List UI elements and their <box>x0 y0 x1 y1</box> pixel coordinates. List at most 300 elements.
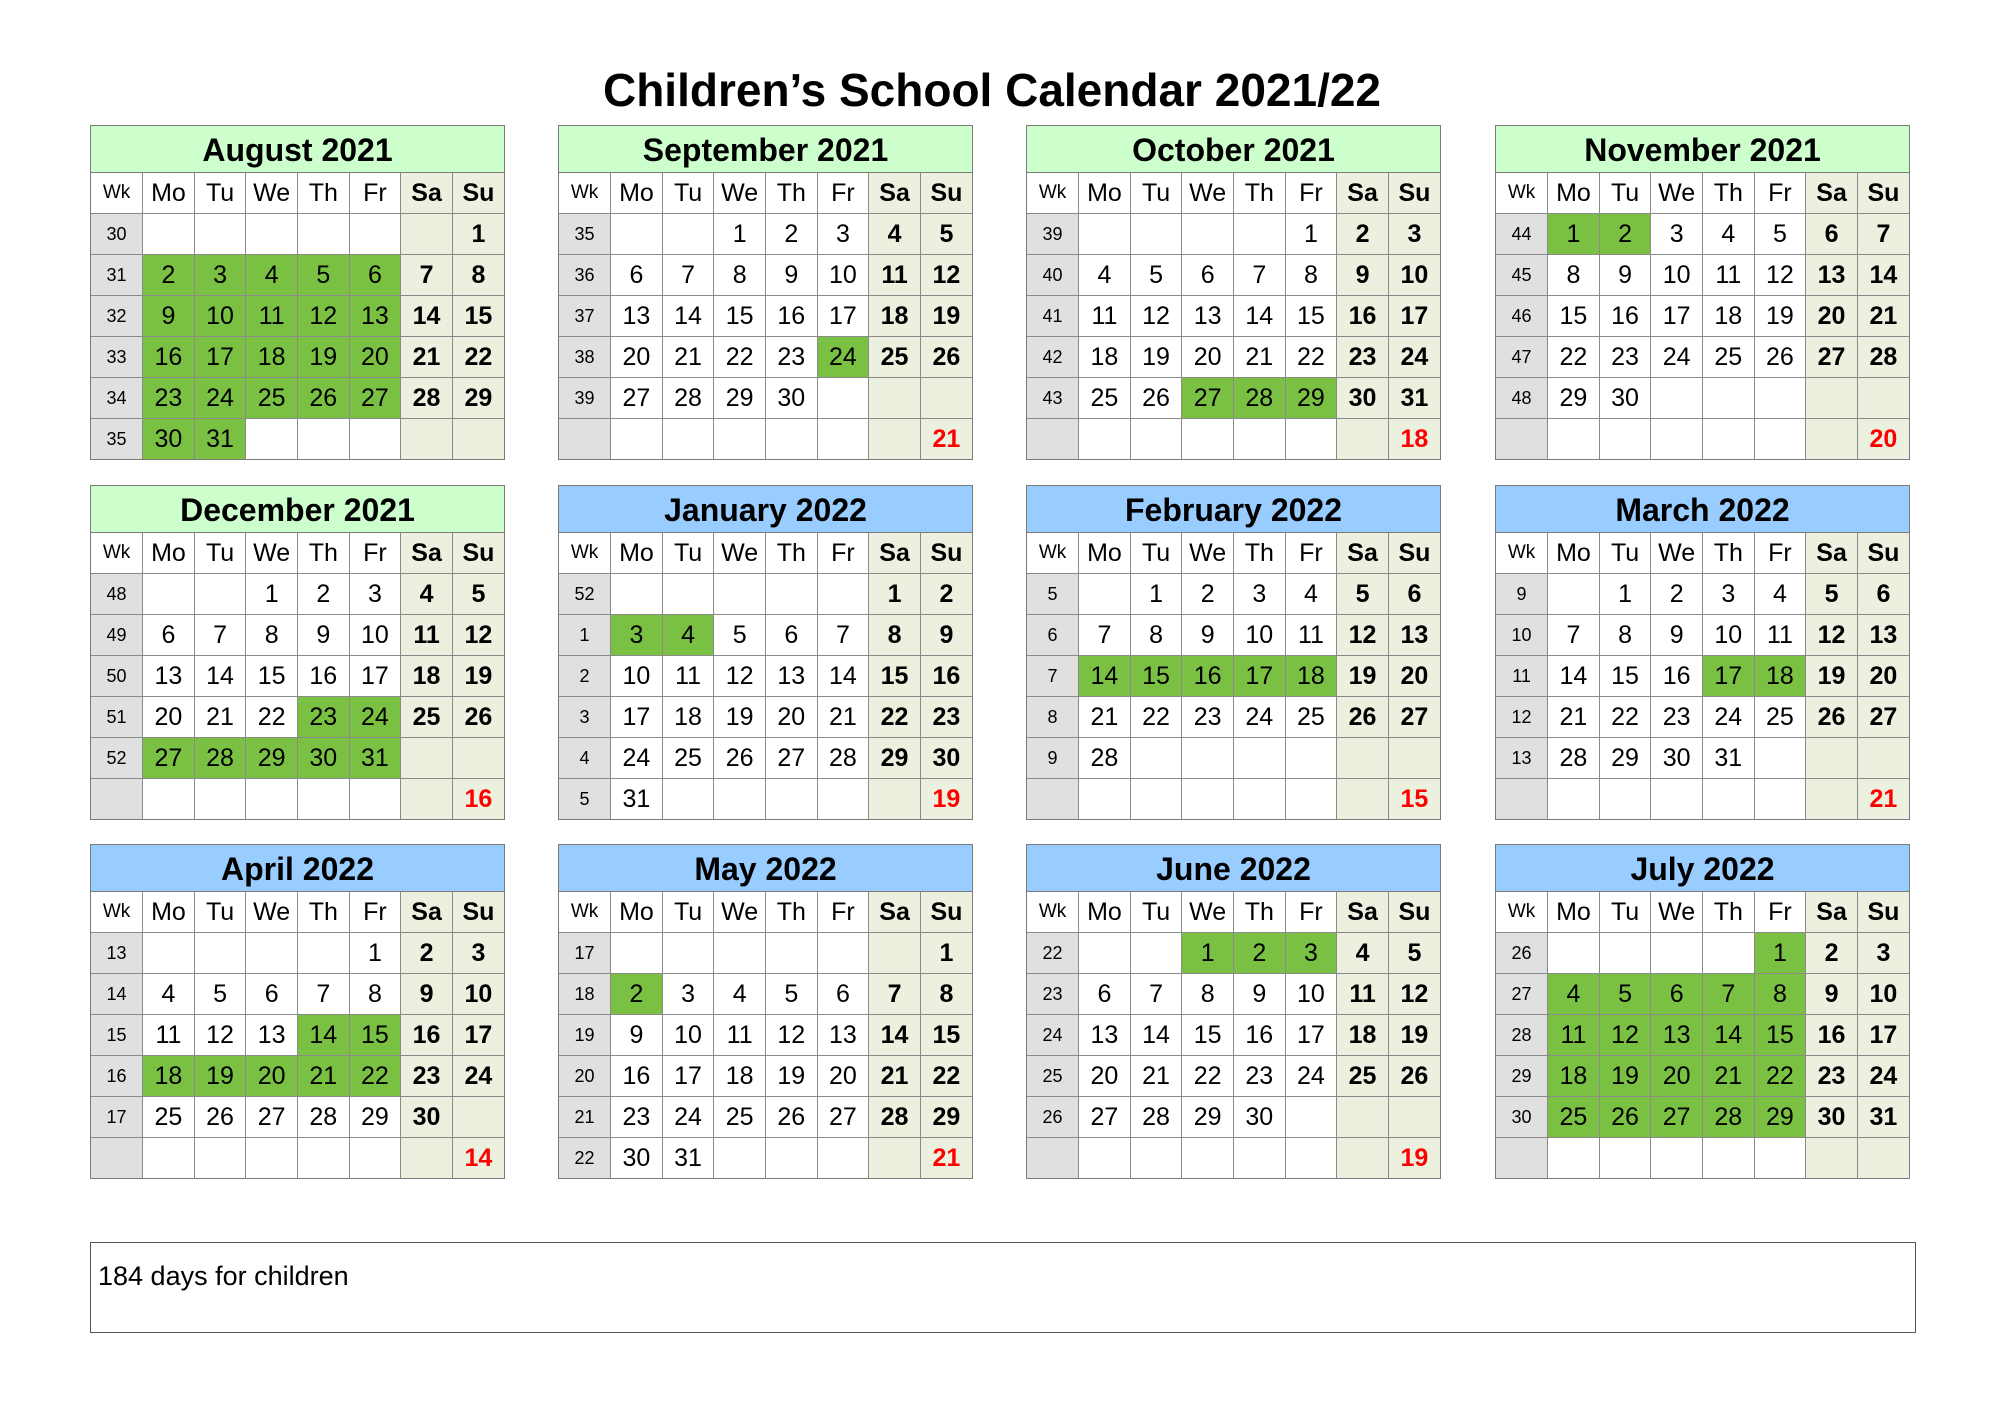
day-cell: 21 <box>1548 697 1600 738</box>
day-cell: 12 <box>452 615 504 656</box>
day-cell: 14 <box>1703 1015 1755 1056</box>
week-number: 5 <box>559 779 611 820</box>
day-cell: 5 <box>1599 974 1651 1015</box>
day-cell: 11 <box>662 656 714 697</box>
week-number: 50 <box>91 656 143 697</box>
school-day-count: 19 <box>1388 1138 1440 1179</box>
day-cell: 20 <box>1806 296 1858 337</box>
day-cell: 30 <box>1234 1097 1286 1138</box>
empty-cell <box>1857 378 1909 419</box>
empty-cell <box>869 419 921 460</box>
day-cell: 29 <box>349 1097 401 1138</box>
day-header: Mo <box>143 892 195 933</box>
day-header: We <box>1182 892 1234 933</box>
day-cell: 11 <box>246 296 298 337</box>
week-number: 23 <box>1027 974 1079 1015</box>
day-header: Su <box>452 892 504 933</box>
day-cell: 28 <box>1548 738 1600 779</box>
day-cell: 6 <box>1651 974 1703 1015</box>
week-number: 24 <box>1027 1015 1079 1056</box>
day-cell: 17 <box>349 656 401 697</box>
day-header: Th <box>1234 533 1286 574</box>
empty-cell <box>1182 1138 1234 1179</box>
month-table <box>1027 533 1440 819</box>
day-cell: 16 <box>920 656 972 697</box>
empty-cell <box>1130 933 1182 974</box>
month-table <box>1496 892 1909 1178</box>
day-cell: 7 <box>869 974 921 1015</box>
week-row <box>1027 779 1440 820</box>
empty-cell <box>1285 738 1337 779</box>
day-cell: 8 <box>246 615 298 656</box>
day-header: Fr <box>817 533 869 574</box>
month-calendar <box>90 125 505 460</box>
day-cell: 13 <box>1079 1015 1131 1056</box>
day-cell: 16 <box>1234 1015 1286 1056</box>
month-table <box>91 173 504 459</box>
month-title: November 2021 <box>1496 126 1909 173</box>
day-header: Su <box>1857 173 1909 214</box>
empty-cell <box>143 933 195 974</box>
day-header: Mo <box>1079 173 1131 214</box>
day-cell: 24 <box>1857 1056 1909 1097</box>
day-cell: 24 <box>1285 1056 1337 1097</box>
week-number: 5 <box>1027 574 1079 615</box>
day-cell: 8 <box>452 255 504 296</box>
day-header: Mo <box>611 173 663 214</box>
week-number: 29 <box>1496 1056 1548 1097</box>
school-day-count: 21 <box>920 419 972 460</box>
day-cell: 27 <box>1182 378 1234 419</box>
week-row <box>1027 738 1440 779</box>
day-cell: 23 <box>1234 1056 1286 1097</box>
month-title: October 2021 <box>1027 126 1440 173</box>
day-cell: 29 <box>869 738 921 779</box>
empty-cell <box>766 933 818 974</box>
day-header: Fr <box>1285 173 1337 214</box>
day-cell: 9 <box>1806 974 1858 1015</box>
day-cell: 4 <box>1703 214 1755 255</box>
week-number: 39 <box>1027 214 1079 255</box>
day-cell: 24 <box>1234 697 1286 738</box>
day-cell: 1 <box>920 933 972 974</box>
day-cell: 30 <box>298 738 350 779</box>
day-cell: 19 <box>1806 656 1858 697</box>
day-cell: 6 <box>143 615 195 656</box>
day-header: Su <box>1388 892 1440 933</box>
day-cell: 27 <box>1857 697 1909 738</box>
week-row <box>91 738 504 779</box>
day-cell: 8 <box>349 974 401 1015</box>
day-cell: 16 <box>1651 656 1703 697</box>
month-title: June 2022 <box>1027 845 1440 892</box>
day-cell: 6 <box>1079 974 1131 1015</box>
empty-cell <box>1079 1138 1131 1179</box>
week-row <box>91 337 504 378</box>
week-number: 1 <box>559 615 611 656</box>
day-cell: 28 <box>194 738 246 779</box>
empty-cell <box>1703 378 1755 419</box>
day-cell: 17 <box>452 1015 504 1056</box>
day-cell: 29 <box>1548 378 1600 419</box>
empty-cell <box>1703 419 1755 460</box>
week-row <box>559 419 972 460</box>
day-cell: 16 <box>611 1056 663 1097</box>
week-row <box>1496 296 1909 337</box>
day-cell: 19 <box>298 337 350 378</box>
empty-cell <box>766 574 818 615</box>
day-cell: 2 <box>1337 214 1389 255</box>
day-header: Tu <box>194 533 246 574</box>
empty-cell <box>714 779 766 820</box>
week-number: 49 <box>91 615 143 656</box>
day-cell: 18 <box>143 1056 195 1097</box>
day-cell: 14 <box>1857 255 1909 296</box>
day-header: Sa <box>1806 173 1858 214</box>
day-cell: 25 <box>714 1097 766 1138</box>
week-row <box>1496 255 1909 296</box>
day-header-row <box>1496 533 1909 574</box>
month-calendar <box>1026 485 1441 820</box>
empty-cell <box>194 574 246 615</box>
day-cell: 5 <box>1337 574 1389 615</box>
week-row <box>559 378 972 419</box>
day-header: We <box>246 173 298 214</box>
day-header: Fr <box>817 892 869 933</box>
day-cell: 10 <box>1234 615 1286 656</box>
week-row <box>1027 296 1440 337</box>
day-cell: 14 <box>298 1015 350 1056</box>
day-header: Sa <box>1337 892 1389 933</box>
week-number: 30 <box>91 214 143 255</box>
day-cell: 15 <box>1754 1015 1806 1056</box>
day-cell: 18 <box>401 656 453 697</box>
day-header-row <box>559 533 972 574</box>
day-cell: 30 <box>1599 378 1651 419</box>
day-cell: 27 <box>1079 1097 1131 1138</box>
day-cell: 8 <box>1285 255 1337 296</box>
day-cell: 10 <box>1651 255 1703 296</box>
day-cell: 7 <box>1130 974 1182 1015</box>
week-row <box>1027 1015 1440 1056</box>
day-cell: 25 <box>662 738 714 779</box>
day-cell: 2 <box>401 933 453 974</box>
day-header: We <box>246 533 298 574</box>
footer-note-box <box>90 1242 1916 1333</box>
day-cell: 30 <box>1651 738 1703 779</box>
week-number: 17 <box>91 1097 143 1138</box>
week-number: 39 <box>559 378 611 419</box>
day-cell: 26 <box>452 697 504 738</box>
day-cell: 3 <box>1703 574 1755 615</box>
day-header-row <box>91 173 504 214</box>
week-row <box>91 419 504 460</box>
week-row <box>91 615 504 656</box>
week-number: 44 <box>1496 214 1548 255</box>
day-cell: 3 <box>452 933 504 974</box>
school-day-count: 14 <box>452 1138 504 1179</box>
empty-cell <box>298 779 350 820</box>
day-cell: 18 <box>1548 1056 1600 1097</box>
day-header: Tu <box>1599 173 1651 214</box>
empty-cell <box>1754 738 1806 779</box>
day-cell: 8 <box>714 255 766 296</box>
month-table <box>1496 533 1909 819</box>
day-header: Tu <box>662 892 714 933</box>
week-row <box>1496 1138 1909 1179</box>
school-day-count: 15 <box>1388 779 1440 820</box>
day-cell: 23 <box>611 1097 663 1138</box>
day-cell: 22 <box>1754 1056 1806 1097</box>
day-cell: 23 <box>1599 337 1651 378</box>
empty-cell <box>1857 738 1909 779</box>
week-number: 14 <box>91 974 143 1015</box>
empty-cell <box>714 419 766 460</box>
week-row <box>1027 378 1440 419</box>
school-day-count: 19 <box>920 779 972 820</box>
week-number: 31 <box>91 255 143 296</box>
empty-cell <box>869 779 921 820</box>
day-cell: 22 <box>1285 337 1337 378</box>
day-cell: 26 <box>1337 697 1389 738</box>
day-cell: 18 <box>1285 656 1337 697</box>
week-row <box>1496 933 1909 974</box>
empty-cell <box>1548 779 1600 820</box>
empty-cell <box>1234 214 1286 255</box>
week-row <box>91 214 504 255</box>
day-header: Sa <box>1337 533 1389 574</box>
day-cell: 1 <box>246 574 298 615</box>
month-table <box>559 892 972 1178</box>
day-cell: 30 <box>401 1097 453 1138</box>
empty-cell <box>298 419 350 460</box>
empty-cell <box>611 214 663 255</box>
day-header: Th <box>298 892 350 933</box>
day-cell: 20 <box>1182 337 1234 378</box>
day-cell: 15 <box>920 1015 972 1056</box>
day-header: Su <box>1388 533 1440 574</box>
day-cell: 12 <box>1130 296 1182 337</box>
day-cell: 23 <box>1806 1056 1858 1097</box>
empty-cell <box>401 1138 453 1179</box>
day-cell: 3 <box>611 615 663 656</box>
week-number: 13 <box>1496 738 1548 779</box>
week-number: 35 <box>559 214 611 255</box>
day-header: Fr <box>1754 533 1806 574</box>
day-cell: 24 <box>611 738 663 779</box>
week-row <box>1027 615 1440 656</box>
month-table <box>1496 173 1909 459</box>
footer-note: 184 days for children <box>98 1261 349 1291</box>
day-cell: 8 <box>920 974 972 1015</box>
day-cell: 8 <box>1754 974 1806 1015</box>
day-cell: 4 <box>869 214 921 255</box>
day-cell: 29 <box>1754 1097 1806 1138</box>
week-header: Wk <box>1027 533 1079 574</box>
day-cell: 31 <box>1388 378 1440 419</box>
month-title: August 2021 <box>91 126 504 173</box>
day-cell: 29 <box>1599 738 1651 779</box>
day-cell: 9 <box>298 615 350 656</box>
day-cell: 3 <box>817 214 869 255</box>
day-cell: 13 <box>817 1015 869 1056</box>
empty-cell <box>662 933 714 974</box>
day-cell: 25 <box>1285 697 1337 738</box>
day-cell: 16 <box>298 656 350 697</box>
day-cell: 15 <box>714 296 766 337</box>
day-cell: 14 <box>1079 656 1131 697</box>
day-cell: 21 <box>869 1056 921 1097</box>
day-cell: 26 <box>1754 337 1806 378</box>
day-cell: 21 <box>1703 1056 1755 1097</box>
school-day-count: 21 <box>1857 779 1909 820</box>
week-row <box>559 296 972 337</box>
day-header: Su <box>920 892 972 933</box>
week-row <box>1496 1097 1909 1138</box>
day-cell: 2 <box>298 574 350 615</box>
day-cell: 12 <box>194 1015 246 1056</box>
empty-cell <box>452 738 504 779</box>
empty-cell <box>1130 1138 1182 1179</box>
empty-cell <box>401 738 453 779</box>
day-cell: 25 <box>1548 1097 1600 1138</box>
day-cell: 27 <box>817 1097 869 1138</box>
day-cell: 10 <box>1285 974 1337 1015</box>
week-number: 32 <box>91 296 143 337</box>
day-cell: 4 <box>662 615 714 656</box>
day-cell: 25 <box>1337 1056 1389 1097</box>
day-cell: 3 <box>662 974 714 1015</box>
day-cell: 25 <box>869 337 921 378</box>
day-cell: 19 <box>766 1056 818 1097</box>
day-cell: 16 <box>1182 656 1234 697</box>
empty-cell <box>246 1138 298 1179</box>
empty-cell <box>143 1138 195 1179</box>
day-header: Tu <box>1599 892 1651 933</box>
empty-cell <box>1651 419 1703 460</box>
week-header: Wk <box>1027 892 1079 933</box>
day-header: Mo <box>1548 533 1600 574</box>
week-number: 30 <box>1496 1097 1548 1138</box>
week-row <box>559 779 972 820</box>
day-cell: 7 <box>817 615 869 656</box>
day-header: Sa <box>401 173 453 214</box>
week-number: 19 <box>559 1015 611 1056</box>
day-cell: 14 <box>194 656 246 697</box>
week-row <box>1027 974 1440 1015</box>
day-header: Tu <box>1599 533 1651 574</box>
week-header: Wk <box>1496 173 1548 214</box>
empty-cell <box>1285 779 1337 820</box>
empty-cell <box>1285 419 1337 460</box>
day-header-row <box>91 892 504 933</box>
week-row <box>1027 574 1440 615</box>
day-cell: 22 <box>246 697 298 738</box>
day-cell: 22 <box>869 697 921 738</box>
day-cell: 6 <box>817 974 869 1015</box>
day-header: Su <box>1857 533 1909 574</box>
day-cell: 12 <box>714 656 766 697</box>
week-row <box>559 738 972 779</box>
week-number: 7 <box>1027 656 1079 697</box>
month-title: May 2022 <box>559 845 972 892</box>
empty-cell <box>1130 419 1182 460</box>
day-cell: 5 <box>1130 255 1182 296</box>
month-calendar <box>1495 125 1910 460</box>
empty-cell <box>298 214 350 255</box>
day-cell: 19 <box>194 1056 246 1097</box>
day-cell: 28 <box>1703 1097 1755 1138</box>
week-row <box>91 574 504 615</box>
day-header: We <box>714 533 766 574</box>
day-cell: 21 <box>298 1056 350 1097</box>
day-cell: 17 <box>194 337 246 378</box>
day-header: Fr <box>349 533 401 574</box>
day-cell: 15 <box>246 656 298 697</box>
week-header: Wk <box>91 533 143 574</box>
month-calendar <box>1495 844 1910 1179</box>
week-row <box>1496 378 1909 419</box>
empty-cell <box>349 214 401 255</box>
day-cell: 4 <box>246 255 298 296</box>
empty-cell <box>1806 1138 1858 1179</box>
day-cell: 27 <box>766 738 818 779</box>
week-number: 15 <box>91 1015 143 1056</box>
day-header: Mo <box>143 173 195 214</box>
day-header: Fr <box>817 173 869 214</box>
day-header: Tu <box>662 533 714 574</box>
day-cell: 16 <box>143 337 195 378</box>
week-row <box>1027 933 1440 974</box>
empty-cell <box>349 1138 401 1179</box>
day-cell: 3 <box>1388 214 1440 255</box>
empty-cell <box>194 1138 246 1179</box>
week-row <box>91 1015 504 1056</box>
month-calendar <box>1026 125 1441 460</box>
day-cell: 9 <box>1337 255 1389 296</box>
day-header: Sa <box>869 533 921 574</box>
day-cell: 12 <box>766 1015 818 1056</box>
day-cell: 2 <box>920 574 972 615</box>
week-header: Wk <box>1496 892 1548 933</box>
day-cell: 23 <box>1651 697 1703 738</box>
day-cell: 25 <box>143 1097 195 1138</box>
week-number: 20 <box>559 1056 611 1097</box>
week-row <box>91 1097 504 1138</box>
empty-cell <box>1337 1138 1389 1179</box>
day-cell: 20 <box>817 1056 869 1097</box>
day-cell: 15 <box>869 656 921 697</box>
empty-cell <box>817 779 869 820</box>
day-cell: 13 <box>349 296 401 337</box>
day-cell: 10 <box>1703 615 1755 656</box>
week-row <box>1496 574 1909 615</box>
week-number: 48 <box>1496 378 1548 419</box>
day-cell: 7 <box>194 615 246 656</box>
week-number: 21 <box>559 1097 611 1138</box>
month-table <box>91 533 504 819</box>
day-cell: 23 <box>766 337 818 378</box>
month-title: April 2022 <box>91 845 504 892</box>
day-cell: 4 <box>143 974 195 1015</box>
empty-cell <box>1079 933 1131 974</box>
week-row <box>1496 779 1909 820</box>
week-row <box>1496 974 1909 1015</box>
day-cell: 22 <box>1130 697 1182 738</box>
day-header: Th <box>1703 173 1755 214</box>
day-header: Su <box>1857 892 1909 933</box>
day-cell: 31 <box>194 419 246 460</box>
